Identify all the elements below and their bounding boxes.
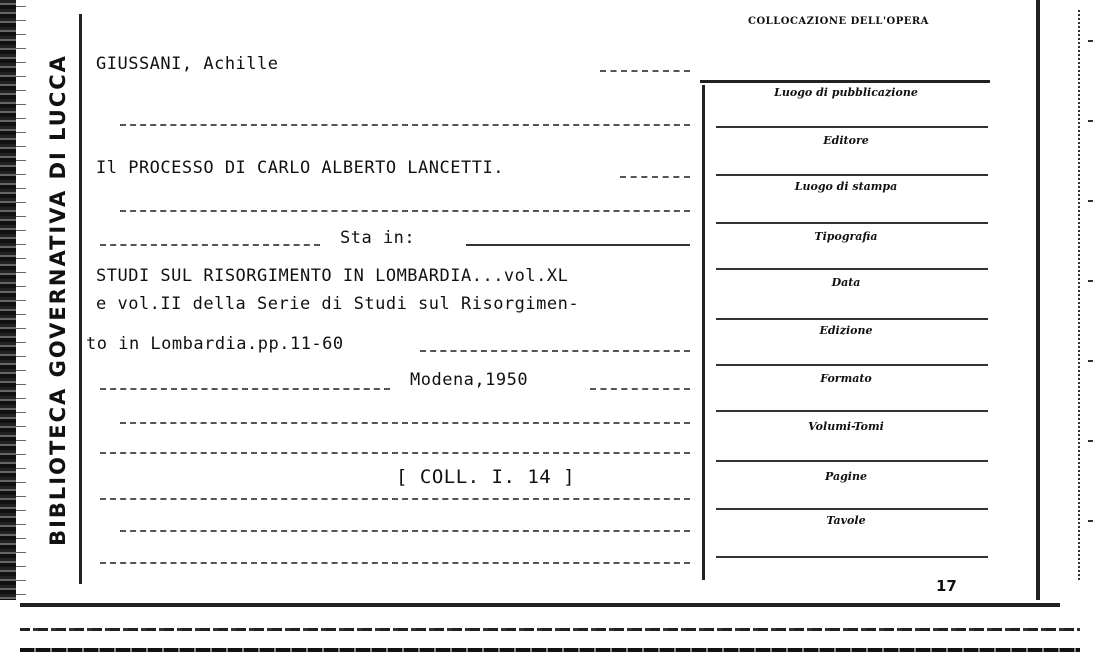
guide-line — [120, 530, 690, 532]
title-line: Il PROCESSO DI CARLO ALBERTO LANCETTI. — [96, 158, 504, 178]
edge-specks — [1088, 0, 1093, 600]
place-year: Modena,1950 — [410, 370, 529, 390]
field-volumi-tomi: Volumi-Tomi — [808, 420, 884, 433]
field-line — [716, 268, 988, 270]
page-mark: 17 — [936, 577, 957, 595]
scan-noise-line — [20, 648, 1080, 652]
scanned-card-edge — [0, 0, 16, 664]
right-card-edge — [1036, 0, 1040, 600]
panel-left-rule — [702, 85, 705, 580]
guide-line — [100, 388, 390, 390]
field-tipografia: Tipografia — [814, 230, 878, 243]
guide-line — [420, 350, 690, 352]
field-line — [716, 174, 988, 176]
field-line — [716, 460, 988, 462]
guide-line — [600, 70, 690, 72]
field-line — [716, 222, 988, 224]
guide-line — [100, 452, 690, 454]
source-line-2: e vol.II della Serie di Studi sul Risorgimen- — [96, 294, 580, 314]
guide-line — [620, 176, 690, 178]
field-line — [716, 318, 988, 320]
source-line-1: STUDI SUL RISORGIMENTO IN LOMBARDIA...vol.XL — [96, 266, 569, 286]
field-edizione: Edizione — [819, 324, 873, 337]
guide-line — [100, 244, 320, 246]
guide-line — [120, 210, 690, 212]
field-line — [716, 410, 988, 412]
field-line — [716, 508, 988, 510]
scan-bottom-margin — [0, 600, 1093, 664]
field-line — [716, 556, 988, 558]
collocation-header: COLLOCAZIONE DELL'OPERA — [748, 16, 929, 27]
guide-line — [120, 422, 690, 424]
adjacent-card-edge — [1078, 10, 1082, 580]
guide-line — [120, 124, 690, 126]
field-tavole: Tavole — [826, 514, 866, 527]
scan-noise-line — [20, 628, 1080, 631]
scanned-card-edge-texture — [16, 0, 26, 664]
field-line — [716, 364, 988, 366]
in-label: Sta in: — [340, 228, 416, 248]
guide-line — [100, 498, 690, 500]
card-bottom-edge — [20, 603, 1060, 607]
field-editore: Editore — [823, 134, 869, 147]
left-margin-rule — [79, 14, 82, 584]
guide-line — [590, 388, 690, 390]
field-pagine: Pagine — [825, 470, 867, 483]
field-luogo-stampa: Luogo di stampa — [794, 180, 898, 193]
field-luogo-pubblicazione: Luogo di pubblicazione — [774, 86, 918, 99]
library-spine-label: BIBLIOTECA GOVERNATIVA DI LUCCA — [46, 54, 70, 546]
field-line — [716, 126, 988, 128]
guide-line — [100, 562, 690, 564]
field-data: Data — [831, 276, 861, 289]
guide-line — [466, 244, 690, 246]
author-line: GIUSSANI, Achille — [96, 54, 279, 74]
source-line-3: to in Lombardia.pp.11-60 — [86, 334, 344, 354]
field-formato: Formato — [820, 372, 872, 385]
shelfmark: [ COLL. I. 14 ] — [396, 466, 576, 488]
panel-top-rule — [700, 80, 990, 83]
